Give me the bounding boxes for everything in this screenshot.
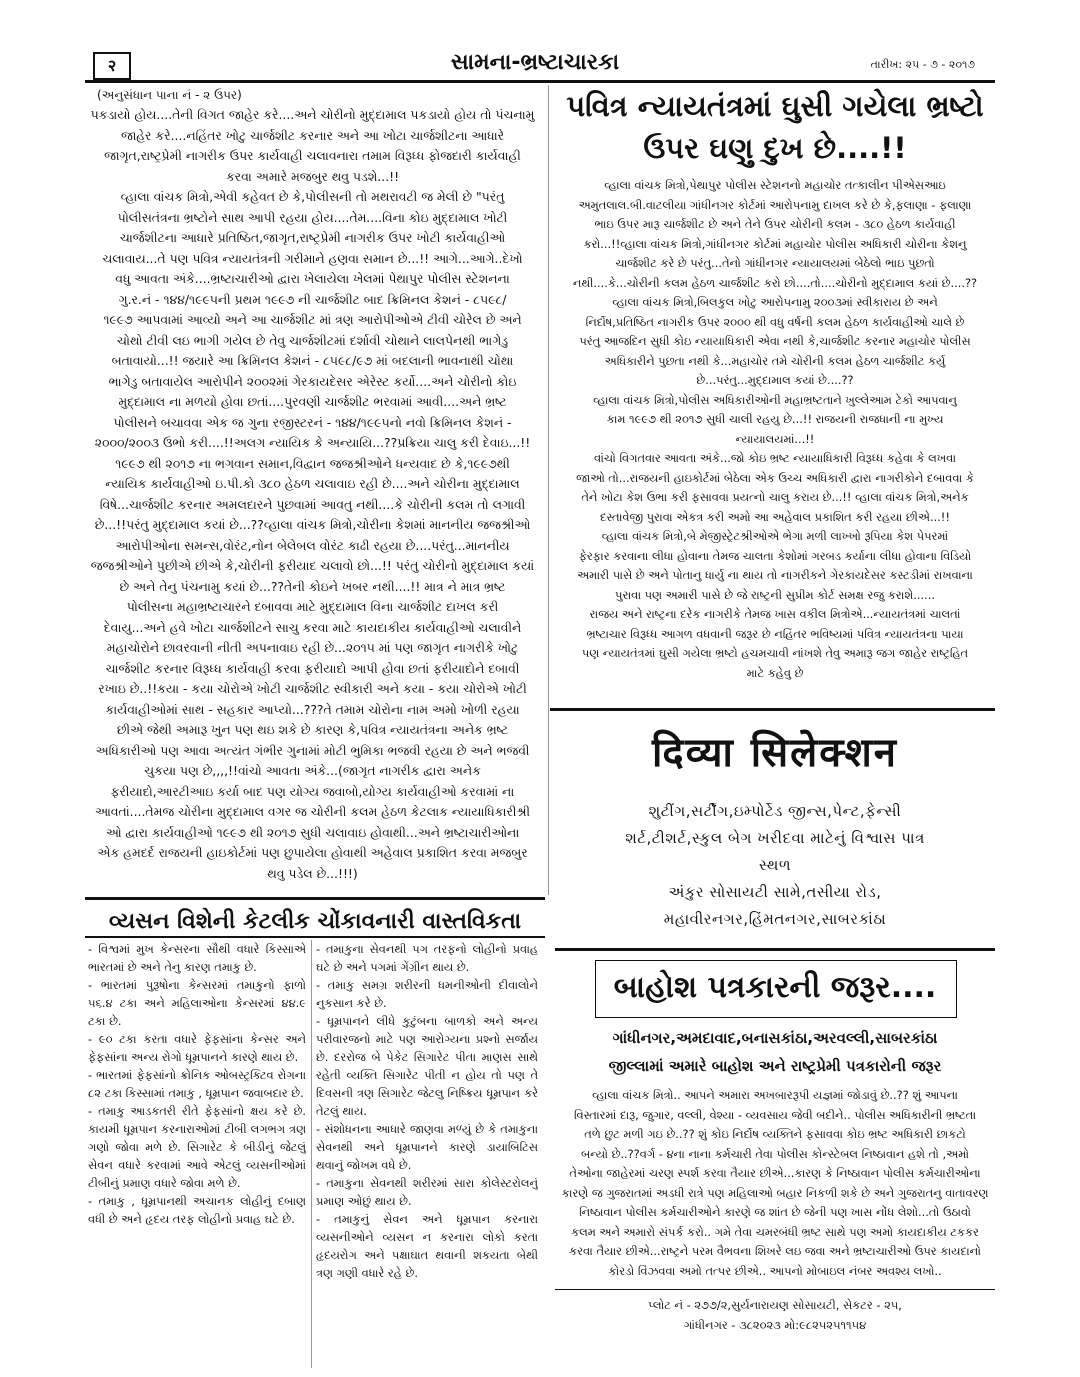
article-line: ચાર્જશીટના આધારે પ્રતિષ્ઠિત,જાગૃત,રાષ્ટ્રપ્રેમી નાગરીક ઉપર ખોટી કાર્યવાહીઓ — [119, 230, 506, 245]
right-headline-line1: પવિત્ર ન્યાયતંત્રમાં ઘુસી ગયેલા ભ્રષ્ટો — [566, 89, 984, 123]
article-line: જાઓ તો...રાજયની હાઇકોર્ટમાં બેઠેલા એક ઉચ્ચ અધિકારી દ્વારા નાગરીકોને દબાવવા કે — [576, 470, 974, 485]
article-line: જજશ્રીઓને પુછીએ છીએ કે,ચોરીની ફરીયાદ ચલાવો છો...!! પરંતુ ચોરીનો મુદ્દામાલ કયાં — [90, 558, 535, 573]
article-line: અમારી પાસે છે અને પોતાનુ ધાર્યુ ના થાય તો નાગરીકને ગેરકાયદેસર કસ્ટડીમાં રાખવાના — [577, 568, 973, 582]
article-line: ચાર્જશીટ કરે છે પરંતુ...તેનો ગાંધીનગર ન્યાયાલયમાં બેઠેલો ભાઇ પુછતો — [615, 256, 935, 270]
article-line: માટે કહેવુ છે — [746, 665, 804, 680]
reporter-address-line1: પ્લોટ નં - ૨૭૭/૨,સુર્યનારાયણ સોસાયટી, સેકટર - ૨૫, — [648, 1298, 902, 1312]
column-divider — [548, 85, 549, 895]
article-line: પરંતુ આજદિન સુધી કોઇ ન્યાયાધિકારી એવા નથી કે,ચાર્જશીટ કરનાર મહાચોર પોલીસ — [579, 334, 971, 348]
article-line: એક હમદર્દ રાજયની હાઇકોર્ટમાં પણ છુપાયેલા હોવાથી અહેવાલ પ્રકાશિત કરવા મજબુર — [97, 845, 528, 860]
article-line: વિષે...ચાર્જશીટ કરનાર અમલદારને પુછવામાં આવતુ નથી....કે ચોરીની કલમ તો લગાવી — [99, 496, 526, 512]
reporter-sub2: જીલ્લામાં અમારે બાહોશ અને રાષ્ટ્રપ્રેમી પત્રકારોની જરૂર — [608, 1057, 942, 1075]
divya-ad-line5: મહાવીરનગર,હિંમતનગર,સાબરકાંઠા — [663, 910, 887, 928]
article-line: ૧૯૯૭ થી ૨૦૧૭ ના ભગવાન સમાન,વિદ્વાન જજશ્રીઓને ધન્યવાદ છે કે,૧૯૯૭થી — [115, 455, 510, 471]
article-line: કામ ૧૯૯૭ થી ૨૦૧૭ સુધી ચાલી રહયુ છે...!! રાજયની રાજધાની ના મુખ્ય — [606, 412, 944, 426]
article-line: તેને ખોટા કેશ ઉભા કરી ફસાવવા પ્રયત્નો ચાલુ કરાય છે...!! વ્હાલા વાંચક મિત્રો,અનેક — [581, 490, 969, 504]
reporter-ad — [555, 960, 995, 1372]
paper-name: સામના-ભ્રષ્ટાચારકા — [450, 50, 620, 75]
tobacco-fact: - તમાકુ સમગ્ર શરીરની ધમનીઓની દીવાલોને નુકસાન કરે છે. — [316, 978, 538, 1010]
article-line: વ્હાલા વાંચક મિત્રો,બિલકુલ ખોટુ આરોપનામુ ૨૦૦૩માં સ્વીકારાય છે અને — [612, 295, 938, 309]
right-article — [555, 86, 995, 708]
divya-ad-line3: સ્થળ — [758, 856, 792, 874]
article-line: ન્યાયિક કાર્યવાહીઓ ઇ.પી.કો ૩૮૦ હેઠળ ચલાવાઇ રહી છે....અને ચોરીના મુદ્દામાલ — [105, 476, 520, 491]
continuation-note: (અનુસંધાન પાના નં - ૨ ઉપર) — [97, 88, 242, 102]
divya-selection-ad — [555, 722, 995, 947]
article-line: કરવા અમારે મજબુર થવુ પડશે...!! — [225, 168, 400, 184]
article-line: પુરાવા પણ અમારી પાસે છે જે રાષ્ટ્રની સુપ્રીમ કોર્ટ સમક્ષ રજુ કરાશે...... — [615, 587, 935, 602]
tobacco-divider — [311, 940, 312, 1368]
article-line: ચોથો ટીવી લઇ ભાગી ગયેલ છે તેવુ ચાર્જશીટમાં દર્શાવી ચોથાને લાલપેનથી ભાગેડુ — [116, 332, 509, 348]
article-line: કાર્યવાહીઓમાં સાથ - સહકાર આપ્યો...???તે તમામ ચોરોના નામ અમો ખોળી રહયા — [105, 701, 520, 717]
article-line: આરોપીઓના સમન્સ,વોરંટ,નોન બેલેબલ વોરંટ કાઢી રહયા છે....પરંતુ...માનનીય — [115, 537, 510, 553]
article-line: મુદ્દામાલ ના મળયો હોવા છતાં....પુરવણી ચાર્જશીટ ભરવામાં આવી....અને ભ્રષ્ટ — [118, 394, 507, 409]
article-line: ગુ.ર.નં - ૧૪૪/૧૯૯૫ની પ્રથમ ૧૯૯૭ ની ચાર્જશીટ બાદ ક્રિમિનલ કેશનં - ૮૫૯૮/ — [118, 291, 507, 307]
tobacco-headline: વ્યસન વિશેની કેટલીક ચોંકાવનારી વાસ્તવિકતા — [108, 909, 522, 934]
reporter-address-line2: ગાંધીનગર - ૩૮૨૦૨૩ મો:૯૮૨૫૨૫૧૧૫૪ — [683, 1317, 867, 1332]
article-line: અધિકારીને પુછતા નથી કે...મહાચોર તમે ચોરીની કલમ હેઠળ ચાર્જશીટ કર્યુ — [604, 353, 946, 368]
tobacco-headline-rule — [85, 936, 545, 938]
reporter-rule — [555, 1289, 995, 1290]
reporter-line: કરવા તૈયાર છીએ...રાષ્ટ્રને પરમ વૈભવના શિખરે લઇ જવા અને ભ્રષ્ટાચારીઓ ઉપર કાયદાનો — [569, 1244, 981, 1258]
article-line: દસ્તાવેજી પુરાવા એકત્ર કરી અમો આ અહેવાલ પ્રકાશિત કરી રહયા છીએ...!! — [600, 509, 950, 524]
article-line: બતાવાયો...!! જયારે આ ક્રિમિનલ કેશનં - ૮૫૯૮/૯૭ માં બદલાની ભાવનાથી ચોથા — [111, 353, 514, 368]
article-line: પોલીસને બચાવવા એક જ ગુના રજીસ્ટરનં - ૧૪૪/૧૯૯૫નો નવો ક્રિમિનલ કેશનં - — [113, 414, 512, 430]
article-line: પણ ન્યાયતંત્રમાં ઘુસી ગયેલા ભ્રષ્ટો હચમચાવી નાંખશે તેવુ અમારૂ જગ જાહેર રાષ્ટ્રહિત — [581, 646, 969, 660]
reporter-line: બન્યો છે..??વર્ગ - ૪ના નાના કર્મચારી તેવા પોલીસ કોન્સ્ટેબલ નિષ્ઠાવાન હશે તો ,અમો — [580, 1146, 970, 1161]
article-line: મહાચોરોને છાવરવાની નીતી અપનાવાઇ રહી છે...૨૦૧૫ માં પણ જાગૃત નાગરીકે ખોટુ — [106, 640, 519, 655]
article-line: ૧૯૯૭ આપવામાં આવ્યો અને આ ચાર્જશીટ માં ત્રણ આરોપીઓએ ટીવી ચોરેલ છે અને — [103, 312, 522, 327]
article-line: ફરીયાદો,આરટીઆઇ કર્યા બાદ પણ યોગ્ય જવાબો,યોગ્ય કાર્યવાહીઓ કરવામાં ના — [110, 783, 515, 799]
article-line: આવતાં....તેમજ ચોરીના મુદ્દામાલ વગર જ ચોરીની કલમ હેઠળ કેટલાક ન્યાયાધિકારીશ્રી — [94, 804, 531, 819]
tobacco-headline-box — [85, 903, 545, 945]
divya-ad-title: दिव्या सिलेक्शन — [651, 730, 898, 776]
tobacco-fact: - ભારતમાં પુરૂષોના કેન્સરમાં તમાકુનો ફાળો ૫૬.૪ ટકા અને મહિલાઓના કેન્સરમાં ૪૪.૯ ટકા છે. — [88, 978, 306, 1028]
article-line: ચુકયા પણ છે,,,,!!વાંચો આવતા અંકે...(જાગૃત નાગરીક દ્વારા અનેક — [144, 763, 481, 778]
tobacco-right-list — [316, 940, 538, 1372]
article-line: વધુ આવતા અંકે....ભ્રષ્ટાચારીઓ દ્વારા ખેલાયેલા ખેલમાં પેથાપુર પોલીસ સ્ટેશનના — [115, 271, 510, 286]
page-number: २ — [93, 52, 131, 80]
article-line: નથી....કે...ચોરીની કલમ હેઠળ ચાર્જશીટ કરો છો....તો....ચોરીનો મુદ્દામાલ કયાં છે....?? — [572, 275, 978, 290]
right-article-body — [555, 176, 995, 683]
reporter-headline: બાહોશ પત્રકારની જરૂર.... — [613, 970, 937, 1005]
tobacco-fact: - ભારતમાં ફેફસાંનો ક્રોનિક ઓબસ્ટ્રક્ટિવ રોગના ૮૨ ટકા કિસ્સામાં તમાકુ , ધૂમ્રપાન જવાબદાર છે. — [88, 1068, 306, 1100]
article-line: દેવાયુ...અને હવે ખોટા ચાર્જશીટને સાચુ કરવા માટે કાયદાકીય કાર્યવાહીઓ ચલાવીને — [103, 619, 522, 635]
reporter-line: તળે છુટ મળી ગઇ છે..?? શું કોઇ નિર્દોષ વ્યક્તિને ફસાવવા કોઇ ભ્રષ્ટ અધિકારી છાકટો — [584, 1127, 966, 1141]
reporter-line: કોરડો વિંઝવવા અમો તત્પર છીએ.. આપનો મોબાઇલ નંબર અવશ્ય લખો.. — [608, 1263, 942, 1278]
article-line: ૨૦૦૦/૨૦૦૩ ઉભો કરી....!!અલગ ન્યાયિક કે અન્યાયિ...??પ્રક્રિયા ચાલુ કરી દેવાઇ...!! — [94, 435, 531, 450]
article-line: ન્યાયાલયમાં...!! — [735, 431, 815, 446]
article-line: ભાગેડુ બતાવાયેલ આરોપીને ૨૦૦૨માં ગેરકાયદેસર એરેસ્ટ કર્યો....અને ચોરીનો કોઇ — [108, 373, 517, 389]
article-line: વ્હાલા વાંચક મિત્રો,પેથાપુર પોલીસ સ્ટેશનનો મહાચોર તત્કાલીન પીએસઆઇ — [604, 178, 946, 192]
article-line: પોલીસતંત્રના ભ્રષ્ટોને સાથ આપી રહયા હોય....તેમ....વિના કોઇ મુદ્દામાલ ખોટી — [117, 209, 508, 225]
article-line: જાગૃત,રાષ્ટ્રપ્રેમી નાગરીક ઉપર કાર્યવાહી ચલાવનારા તમામ વિરૂધ્ધ ફોજદારી કાર્યવાહી — [104, 148, 521, 163]
article-line: ઓ દ્વારા કાર્યવાહીઓ ૧૯૯૭ થી ૨૦૧૭ સુધી ચલાવાઇ હોવાથી...અને ભ્રષ્ટાચારીઓના — [105, 824, 520, 840]
tobacco-fact: - સંશોધનના આધારે જાણવા મળ્યું છે કે તમાકુના સેવનથી અને ધૂમ્રપાનને કારણે ડાયાબિટિસ થવાનું જોખમ વધે છે. — [316, 1122, 538, 1172]
section-rule-2 — [555, 948, 995, 951]
article-line: પકડાયો હોય....તેની વિગત જાહેર કરે....અને ચોરીનો મુદ્દામાલ પકડાયો હોય તો પંચનામુ — [90, 107, 535, 122]
article-line: થવુ પડેલ છે...!!!) — [267, 865, 358, 881]
divya-ad-line1: શુટીંગ,સર્ટીંગ,ઇમ્પોર્ટેડ જીન્સ,પેન્ટ,ફેન્સી — [648, 802, 902, 820]
reporter-line: વિસ્તારમાં દારૂ, જુગાર, વલ્લી, વેશ્યા - વ્યવસાય જેવી બદીને.. પોલીસ અધિકારીની ભ્રષ્ટતા — [573, 1107, 977, 1122]
article-line: ભ્રષ્ટાચાર વિરૂધ્ધ આગળ વધવાની જરૂર છે નહિંતર ભવિષ્યમાં પવિત્ર ન્યાયતંત્રના પાયા — [586, 626, 964, 641]
divya-ad-line4: અંકુર સોસાયટી સામે,તસીયા રોડ, — [668, 883, 882, 901]
reporter-line: નિષ્ઠાવાન પોલીસ કર્મચારીઓને કારણે જ શાંત છે જેની પણ ખાસ નોંધ લેશો...તો ઉઠાવો — [579, 1205, 971, 1219]
article-line: ભાઇ ઉપર મારૂ ચાર્જશીટ છે અને તેને ઉપર ચોરીની કલમ - ૩૮૦ હેઠળ કાર્યવાહી — [594, 217, 956, 231]
right-headline-line2: ઉપર ઘણુ દુખ છે....!! — [643, 131, 907, 165]
reporter-line: કારણે જ ગુજરાતમાં અડધી રાત્રે પણ મહિલાઓ બહાર નિકળી શકે છે અને ગુજરાતનુ વાતાવરણ — [561, 1185, 989, 1200]
article-line: જાહેર કરે....નહિંતર ખોટુ ચાર્જશીટ કરનાર અને આ ખોટા ચાર્જશીટના આધારે — [120, 127, 505, 143]
reporter-line: વ્હાલા વાંચક મિત્રો.. આપને અમારા અખબારરૂપી યજ્ઞમાં જોડાવું છે..?? શું આપના — [592, 1088, 958, 1102]
tobacco-fact: - તમાકુનું સેવન અને ધૂમ્રપાન કરનારા વ્યસનીઓને વ્યસન ન કરનારા લોકો કરતા હૃદયરોગ અને પક્ષાઘાત થવાની શકયતા બેથી ત્રણ ગણી વધારે રહે છે. — [316, 1212, 538, 1280]
reporter-sub1: ગાંધીનગર,અમદાવાદ,બનાસકાંઠા,અરવલ્લી,સાબરકાંઠા — [612, 1029, 938, 1047]
reporter-line: તેઓના જાહેરમાં ચરણ સ્પર્શ કરવા તૈયાર છીએ...કારણ કે નિષ્ઠાવાન પોલીસ કર્મચારીઓના — [569, 1166, 981, 1180]
article-line: વ્હાલા વાંચક મિત્રો,બે મેજીસ્ટ્રેટશ્રીઓએ ભેગા મળી લાખ્ખો રૂપિયા કેશ પેપરમાં — [601, 529, 949, 543]
article-line: છીએ જેથી અમારૂ ખુન પણ થઇ શકે છે કારણ કે,પવિત્ર ન્યાયતંત્રના અનેક ભ્રષ્ટ — [116, 722, 509, 737]
article-line: પોલીસના મહાભ્રષ્ટાચારને દબાવવા માટે મુદ્દામાલ વિના ચાર્જશીટ દાખલ કરી — [126, 599, 499, 614]
reporter-line: કલમ અને અમારો સંપર્ક કરો.. ગમે તેવા ચમરબંધી ભ્રષ્ટ સાથે પણ અમો કાયદાકીય ટકકર — [571, 1224, 979, 1239]
article-line: અધિકારીઓ પણ આવા અત્યંત ગંભીર ગુનામાં મોટી ભુમિકા ભજવી રહયા છે અને ભજવી — [95, 742, 530, 758]
masthead — [85, 50, 995, 83]
article-line: છે...પરંતુ...મુદ્દામાલ કયાં છે....?? — [696, 373, 854, 387]
left-article-body — [85, 105, 540, 884]
tobacco-fact: - વિશ્વમાં મુખ કેન્સરના સૌથી વધારે કિસ્સાએ ભારતમાં છે અને તેનુ કારણ તમાકુ છે. — [88, 942, 306, 974]
divya-ad-line2: શર્ટ,ટીશર્ટ,સ્કુલ બેગ ખરીદવા માટેનું વિશ્વાસ પાત્ર — [625, 829, 925, 847]
left-article — [85, 88, 540, 893]
article-line: વાંચો વિગતવાર આવતા અંકે...જો કોઇ ભ્રષ્ટ ન્યાયાધિકારી વિરૂધ્ધ કહેવા કે લખવા — [593, 451, 956, 465]
article-line: વ્હાલા વાંચક મિત્રો,એવી કહેવત છે કે,પોલીસની તો મથરાવટી જ મેલી છે "પરંતુ — [120, 189, 505, 204]
article-line: ફેરફાર કરવાના લીધા હોવાના તેમજ ચાલતા કેશોમાં ગરબડ કર્યાના લીધા હોવાના વિડિયો — [578, 548, 972, 563]
reporter-body — [555, 1086, 995, 1281]
article-line: રાજય અને રાષ્ટ્રના દરેક નાગરીકે તેમજ ખાસ વકીલ મિત્રોએ...ન્યાયતંત્રમાં ચાલતાં — [589, 607, 961, 621]
article-line: રખાઇ છે..!!કયા - કયા ચોરોએ ખોટી ચાર્જશીટ સ્વીકારી અને કયા - કયા ચોરોએ ખોટી — [98, 681, 527, 696]
article-line: ચલાવાય...તે પણ પવિત્ર ન્યાયતંત્રની ગરીમાને હણવા સમાન છે...!! આગે...આગે..દેખો — [102, 250, 523, 266]
tobacco-fact: - તમાકુના સેવનથી શરીરમાં સારા કોલેસ્ટરોલનું પ્રમાણ ઓછું થાય છે. — [316, 1176, 538, 1208]
tobacco-fact: - ૯૦ ટકા કરતા વધારે ફેફસાંના કેન્સર અને ફેફસાંના અન્ય રોગો ધૂમ્રપાનને કારણે થાય છે. — [88, 1032, 306, 1064]
article-line: નિર્દોષ,પ્રતિષ્ઠિત નાગરીક ઉપર ૨૦૦૦ થી વધુ વર્ષની કલમ હેઠળ કાર્યવાહીઓ ચાલે છે — [585, 314, 965, 329]
article-line: છે...!!પરંતુ મુદ્દામાલ કયાં છે...??વ્હાલા વાંચક મિત્રો,ચોરીના કેશમાં માનનીય જજશ્રીઓ — [94, 517, 531, 532]
tobacco-fact: - તમાકુના સેવનથી પગ તરફનો લોહીનો પ્રવાહ ઘટે છે અને પગમાં ગેંગ્રીન થાય છે. — [316, 942, 538, 974]
issue-date: તારીખ: ૨૫ - ૭ - ૨૦૧૭ — [870, 58, 975, 71]
section-rule — [550, 708, 995, 711]
tobacco-top-rule — [85, 897, 545, 900]
tobacco-fact: - ધૂમ્રપાનને લીધે કુટુંબના બાળકો અને અન્ય પરીવારજનો માટે પણ આરોગ્યના પ્રશ્નો સર્જાય છે. દરરોજ બે પેકેટ સિગારેટ પીતા માણસ સાથે રહેતી વ્યક્તિ સિગારેટ પીતી ન હોય તો પણ તે દિવસની ત્રણ સિગારેટ જેટલુ નિષ્ક્રિય ધૂમ્રપાન કરે તેટલું થાય. — [316, 1014, 538, 1118]
tobacco-left-list — [88, 940, 306, 1372]
tobacco-fact: - તમાકુ આડકતરી રીતે ફેફસાંનો ક્ષય કરે છે. કાયમી ધૂમ્રપાન કરનારાઓમાં ટીબી લગભગ ત્રણ ગણો જોવા મળે છે. સિગારેટ કે બીડીનું જેટલું સેવન વધારે કરવામાં આવે એટલું વ્યસનીઓમાં ટીબીનું પ્રમાણ વધારે જોવા મળે છે. — [88, 1104, 306, 1190]
tobacco-fact: - તમાકુ , ધૂમ્રપાનથી અચાનક લોહીનું દબાણ વધી છે અને હૃદય તરફ લોહીનો પ્રવાહ ઘટે છે. — [88, 1194, 306, 1226]
article-line: વ્હાલા વાંચક મિત્રો,પોલીસ અધિકારીઓની મહાભ્રષ્ટતાને ખુલ્લેઆમ ટેકો આપવાનુ — [593, 392, 957, 407]
article-line: કરો...!!વ્હાલા વાંચક મિત્રો,ગાંધીનગર કોર્ટમાં મહાચોર પોલીસ અધિકારી ચોરીના કેશનુ — [583, 236, 967, 251]
article-line: અમુતલાલ.બી.વાટલીયા ગાંધીનગર કોર્ટમાં આરોપનામુ દાખલ કરે છે કે,ફલાણા - ફલાણા — [578, 197, 972, 212]
article-line: ચાર્જશીટ કરનાર વિરૂધ્ધ કાર્યવાહી કરવા ફરીયાદો આપી હોવા છતાં ફરીયાદોને દબાવી — [105, 660, 520, 676]
article-line: છે અને તેનુ પંચનામુ કયાં છે...??તેની કોઇને ખબર નથી....!! માત્ર ને માત્ર ભ્રષ્ટ — [119, 578, 506, 594]
